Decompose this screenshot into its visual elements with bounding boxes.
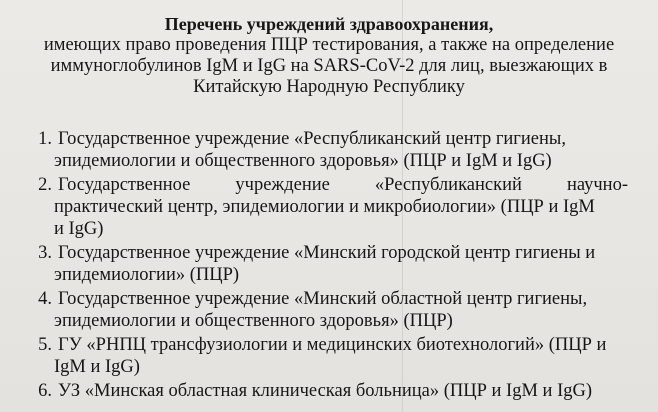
list-item-number: 5.: [38, 335, 52, 355]
list-item-text: и IgG): [54, 219, 104, 239]
list-item-text: эпидемиологии и общественного здоровья» (ПЦР и IgM и IgG): [54, 151, 552, 171]
list-item-number: 4.: [38, 289, 52, 309]
list-item-number: 6.: [38, 381, 52, 401]
list-item: [30, 288, 640, 332]
document-header: [0, 14, 658, 98]
document-subtitle-line-3: Китайскую Народную Республику: [193, 77, 465, 97]
document-title: Перечень учреждений здравоохранения,: [164, 14, 494, 34]
list-item: [30, 128, 640, 172]
list-item: [30, 242, 640, 286]
list-item-text: эпидемиологии» (ПЦР): [54, 265, 240, 285]
list-item-text: Государственное учреждение «Минский областной центр гигиены,: [58, 289, 588, 309]
institution-list: [30, 128, 640, 404]
list-item: [30, 334, 640, 378]
list-item-text: УЗ «Минская областная клиническая больница» (ПЦР и IgM и IgG): [58, 381, 592, 401]
list-item: [30, 380, 640, 402]
list-item-text: эпидемиологии и общественного здоровья» (ПЦР): [54, 311, 453, 331]
list-item-number: 3.: [38, 243, 52, 263]
list-item-text: Государственное учреждение «Республиканский научно-: [58, 175, 628, 195]
list-item-text: Государственное учреждение «Минский городской центр гигиены и: [58, 243, 596, 263]
document-subtitle-line-2: иммуноглобулинов IgM и IgG на SARS-CoV-2 для лиц, выезжающих в: [50, 56, 608, 76]
list-item-number: 2.: [38, 175, 52, 195]
list-item-text: практический центр, эпидемиологии и микробиологии» (ПЦР и IgM: [54, 197, 595, 217]
list-item: [30, 174, 640, 240]
list-item-text: Государственное учреждение «Республиканский центр гигиены,: [58, 129, 566, 149]
list-item-number: 1.: [38, 129, 52, 149]
list-item-text: IgM и IgG): [54, 357, 140, 377]
list-item-text: ГУ «РНПЦ трансфузиологии и медицинских биотехнологий» (ПЦР и: [58, 335, 607, 355]
document-subtitle-line-1: имеющих право проведения ПЦР тестирования, а также на определение: [43, 35, 615, 55]
